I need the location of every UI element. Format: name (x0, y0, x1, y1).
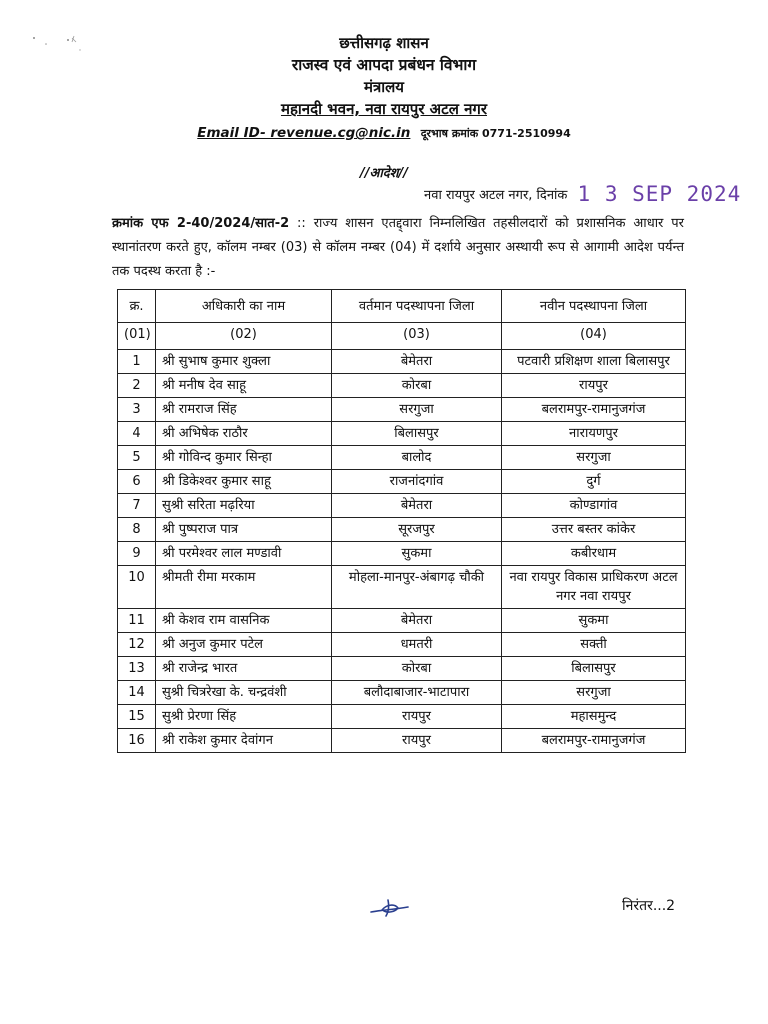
current-posting: बेमेतरा (332, 609, 502, 633)
new-posting: दुर्ग (502, 470, 686, 494)
table-row (118, 494, 686, 518)
header-serial: क्र. (118, 290, 156, 323)
table-row (118, 657, 686, 681)
new-posting: नारायणपुर (502, 422, 686, 446)
serial-number: 7 (118, 494, 156, 518)
column-number: (04) (502, 323, 686, 350)
officer-name: श्री अभिषेक राठौर (156, 422, 332, 446)
officer-name: श्री गोविन्द कुमार सिन्हा (156, 446, 332, 470)
serial-number: 13 (118, 657, 156, 681)
serial-number: 2 (118, 374, 156, 398)
table-row (118, 518, 686, 542)
officer-name: श्री केशव राम वासनिक (156, 609, 332, 633)
officer-name: श्री डिकेश्वर कुमार साहू (156, 470, 332, 494)
table-row (118, 566, 686, 609)
table-row (118, 633, 686, 657)
date-stamp: 1 3 SEP 2024 (577, 182, 742, 206)
ministry-label: मंत्रालय (363, 78, 404, 96)
serial-number: 8 (118, 518, 156, 542)
letterhead (0, 32, 768, 145)
new-posting: रायपुर (502, 374, 686, 398)
current-posting: सूरजपुर (332, 518, 502, 542)
department-name: राजस्व एवं आपदा प्रबंधन विभाग (291, 56, 477, 74)
serial-number: 4 (118, 422, 156, 446)
table-row (118, 374, 686, 398)
current-posting: कोरबा (332, 657, 502, 681)
signature (368, 895, 412, 919)
officer-name: श्री राजेन्द्र भारत (156, 657, 332, 681)
order-paragraph (112, 212, 684, 284)
new-posting: कोण्डागांव (502, 494, 686, 518)
transfer-table (117, 289, 686, 753)
current-posting: मोहला-मानपुर-अंबागढ़ चौकी (332, 566, 502, 609)
header-new-posting: नवीन पदस्थापना जिला (502, 290, 686, 323)
officer-name: श्री रामराज सिंह (156, 398, 332, 422)
officer-name: श्री सुभाष कुमार शुक्ला (156, 350, 332, 374)
reference-number: क्रमांक एफ 2-40/2024/सात-2 (112, 216, 290, 231)
contact-row (0, 122, 768, 145)
new-posting: बलरामपुर-रामानुजगंज (502, 398, 686, 422)
current-posting: राजनांदगांव (332, 470, 502, 494)
column-number-row (118, 323, 686, 350)
order-heading: //आदेश// (359, 166, 409, 181)
column-number: (03) (332, 323, 502, 350)
table-row (118, 729, 686, 753)
new-posting: कबीरधाम (502, 542, 686, 566)
new-posting: सरगुजा (502, 681, 686, 705)
current-posting: बेमेतरा (332, 494, 502, 518)
new-posting: सक्ती (502, 633, 686, 657)
serial-number: 1 (118, 350, 156, 374)
table-row (118, 350, 686, 374)
serial-number: 12 (118, 633, 156, 657)
email-id: Email ID- revenue.cg@nic.in (197, 125, 411, 141)
officer-name: सुश्री प्रेरणा सिंह (156, 705, 332, 729)
government-name: छत्तीसगढ़ शासन (339, 34, 429, 52)
continued-marker: निरंतर...2 (622, 898, 676, 914)
header-current-posting: वर्तमान पदस्थापना जिला (332, 290, 502, 323)
table-row (118, 446, 686, 470)
serial-number: 3 (118, 398, 156, 422)
current-posting: सुकमा (332, 542, 502, 566)
serial-number: 6 (118, 470, 156, 494)
table-row (118, 542, 686, 566)
table-row (118, 398, 686, 422)
current-posting: धमतरी (332, 633, 502, 657)
officer-name: श्री पुष्पराज पात्र (156, 518, 332, 542)
column-number: (02) (156, 323, 332, 350)
new-posting: नवा रायपुर विकास प्राधिकरण अटल नगर नवा रायपुर (502, 566, 686, 609)
phone-number: दूरभाष क्रमांक 0771-2510994 (420, 127, 571, 140)
office-address: महानदी भवन, नवा रायपुर अटल नगर (280, 100, 488, 118)
officer-name: श्री परमेश्वर लाल मण्डावी (156, 542, 332, 566)
new-posting: उत्तर बस्तर कांकेर (502, 518, 686, 542)
table-row (118, 470, 686, 494)
officer-name: श्री मनीष देव साहू (156, 374, 332, 398)
new-posting: सरगुजा (502, 446, 686, 470)
place-and-date-label: नवा रायपुर अटल नगर, दिनांक (424, 188, 568, 203)
new-posting: सुकमा (502, 609, 686, 633)
officer-name: श्री अनुज कुमार पटेल (156, 633, 332, 657)
new-posting: पटवारी प्रशिक्षण शाला बिलासपुर (502, 350, 686, 374)
serial-number: 10 (118, 566, 156, 609)
officer-name: सुश्री चित्ररेखा के. चन्द्रवंशी (156, 681, 332, 705)
current-posting: बलौदाबाजार-भाटापारा (332, 681, 502, 705)
current-posting: रायपुर (332, 729, 502, 753)
table-header-row (118, 290, 686, 323)
current-posting: बेमेतरा (332, 350, 502, 374)
table-row (118, 422, 686, 446)
date-line (424, 182, 741, 206)
officer-name: सुश्री सरिता मढ़रिया (156, 494, 332, 518)
current-posting: रायपुर (332, 705, 502, 729)
serial-number: 11 (118, 609, 156, 633)
serial-number: 9 (118, 542, 156, 566)
table-row (118, 705, 686, 729)
new-posting: बिलासपुर (502, 657, 686, 681)
officer-name: श्री राकेश कुमार देवांगन (156, 729, 332, 753)
officer-name: श्रीमती रीमा मरकाम (156, 566, 332, 609)
serial-number: 5 (118, 446, 156, 470)
current-posting: सरगुजा (332, 398, 502, 422)
current-posting: बिलासपुर (332, 422, 502, 446)
column-number: (01) (118, 323, 156, 350)
serial-number: 15 (118, 705, 156, 729)
serial-number: 16 (118, 729, 156, 753)
table-row (118, 609, 686, 633)
new-posting: महासमुन्द (502, 705, 686, 729)
current-posting: कोरबा (332, 374, 502, 398)
table-row (118, 681, 686, 705)
header-officer-name: अधिकारी का नाम (156, 290, 332, 323)
serial-number: 14 (118, 681, 156, 705)
current-posting: बालोद (332, 446, 502, 470)
new-posting: बलरामपुर-रामानुजगंज (502, 729, 686, 753)
order-text: :: राज्य शासन एतद्द्वारा निम्नलिखित तहसीलदारों को प्रशासनिक आधार पर स्थानांतरण करते हुए, कॉलम नम्बर (03) से कॉलम नम्बर (04) में दर्शाये अनुसार अस्थायी रूप से आगामी आदेश पर्यन्त तक पदस्थ करता है :- (112, 216, 684, 279)
